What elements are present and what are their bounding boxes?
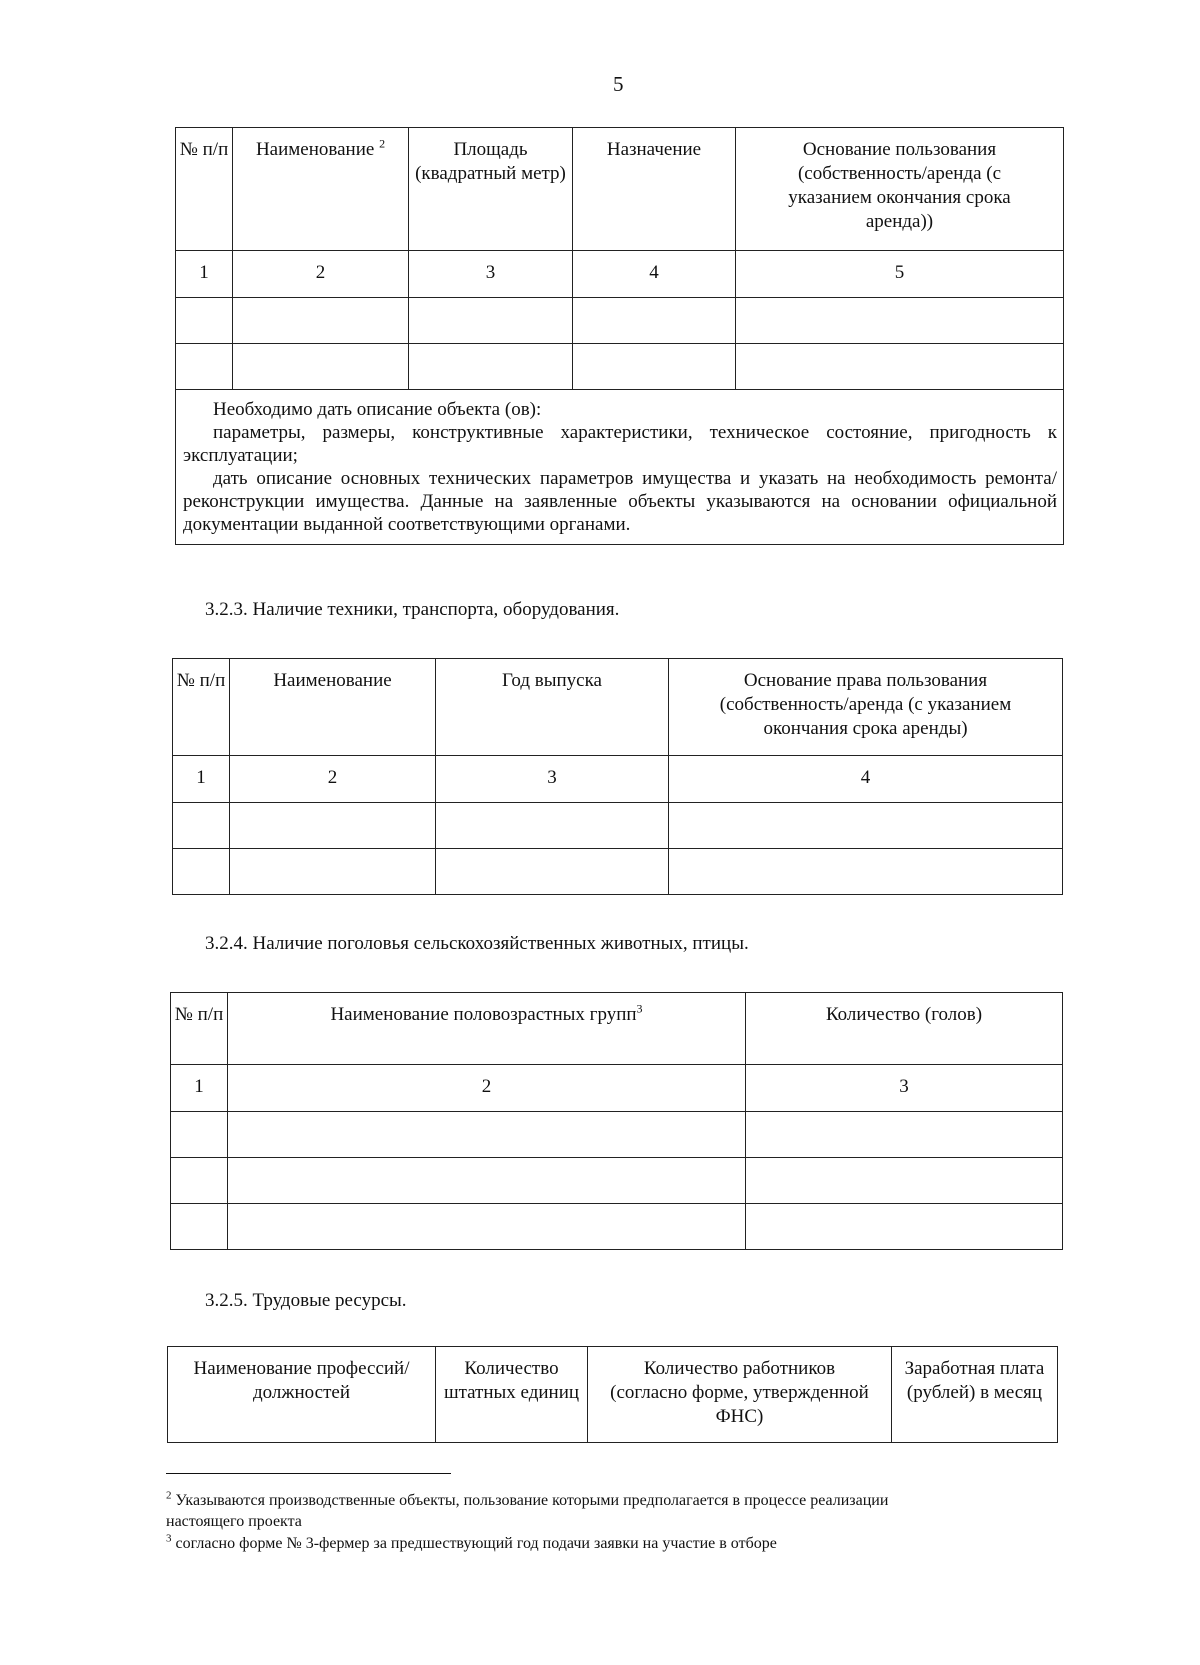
empty-cell[interactable]: [233, 344, 409, 390]
section-title-labor: 3.2.5. Трудовые ресурсы.: [205, 1290, 407, 1311]
empty-cell[interactable]: [171, 1204, 228, 1250]
header-groups: Наименование половозрастных групп$^3$: [228, 993, 746, 1065]
header-basis: Основание права пользования (собственность/аренда (с указанием окончания срока аренды): [669, 659, 1063, 756]
empty-cell[interactable]: [669, 849, 1063, 895]
section-title-equipment: 3.2.3. Наличие техники, транспорта, оборудования.: [205, 599, 620, 620]
livestock-table: [170, 992, 1063, 1250]
empty-cell[interactable]: [573, 298, 736, 344]
empty-cell[interactable]: [746, 1204, 1063, 1250]
empty-cell[interactable]: [746, 1112, 1063, 1158]
col-number-2: 2: [230, 756, 436, 803]
table-row: [173, 803, 1063, 849]
section-title-livestock: 3.2.4. Наличие поголовья сельскохозяйственных животных, птицы.: [205, 933, 749, 954]
premises-table: [175, 127, 1064, 545]
header-workers: Количество работников (согласно форме, утвержденной ФНС): [588, 1347, 892, 1443]
col-number-3: 3: [409, 251, 573, 298]
header-number: № п/п: [173, 659, 230, 756]
empty-cell[interactable]: [228, 1158, 746, 1204]
footnote-3: $^3$ согласно форме № 3-фермер за предшествующий год подачи заявки на участие в отборе: [166, 1532, 777, 1552]
empty-cell[interactable]: [233, 298, 409, 344]
header-number: № п/п: [176, 128, 233, 251]
header-year: Год выпуска: [436, 659, 669, 756]
col-number-1: 1: [176, 251, 233, 298]
empty-cell[interactable]: [230, 849, 436, 895]
empty-cell[interactable]: [171, 1158, 228, 1204]
col-number-4: 4: [573, 251, 736, 298]
table-row: [173, 849, 1063, 895]
empty-cell[interactable]: [228, 1204, 746, 1250]
labor-table: [167, 1346, 1058, 1443]
empty-cell[interactable]: [436, 849, 669, 895]
table-row: [176, 344, 1064, 390]
empty-cell[interactable]: [409, 344, 573, 390]
empty-cell[interactable]: [173, 803, 230, 849]
table-row: [171, 1204, 1063, 1250]
col-number-5: 5: [736, 251, 1064, 298]
col-number-1: 1: [171, 1065, 228, 1112]
header-purpose: Назначение: [573, 128, 736, 251]
col-number-1: 1: [173, 756, 230, 803]
empty-cell[interactable]: [173, 849, 230, 895]
header-count: Количество (голов): [746, 993, 1063, 1065]
table-row: [176, 298, 1064, 344]
col-number-3: 3: [436, 756, 669, 803]
col-number-3: 3: [746, 1065, 1063, 1112]
description-paragraph: параметры, размеры, конструктивные характеристики, техническое состояние, пригодность к эксплуатации;: [183, 422, 1057, 466]
header-name: Наименование $^2$: [233, 128, 409, 251]
empty-cell[interactable]: [176, 298, 233, 344]
empty-cell[interactable]: [736, 298, 1064, 344]
col-number-4: 4: [669, 756, 1063, 803]
header-name: Наименование: [230, 659, 436, 756]
empty-cell[interactable]: [436, 803, 669, 849]
header-salary: Заработная плата (рублей) в месяц: [892, 1347, 1058, 1443]
col-number-2: 2: [228, 1065, 746, 1112]
header-number: № п/п: [171, 993, 228, 1065]
empty-cell[interactable]: [573, 344, 736, 390]
equipment-table: [172, 658, 1063, 895]
empty-cell[interactable]: [736, 344, 1064, 390]
empty-cell[interactable]: [746, 1158, 1063, 1204]
header-basis: Основание пользования (собственность/аренда (с указанием окончания срока аренда)): [736, 128, 1064, 251]
header-staff-units: Количество штатных единиц: [436, 1347, 588, 1443]
footnote-separator: [166, 1473, 451, 1474]
footnote-2: $^2$ Указываются производственные объекты, пользование которыми предполагается в процессе реализации настоящего проекта: [166, 1489, 889, 1530]
empty-cell[interactable]: [669, 803, 1063, 849]
empty-cell[interactable]: [409, 298, 573, 344]
empty-cell[interactable]: [171, 1112, 228, 1158]
empty-cell[interactable]: [176, 344, 233, 390]
col-number-2: 2: [233, 251, 409, 298]
description-paragraph: Необходимо дать описание объекта (ов):: [213, 399, 542, 420]
empty-cell[interactable]: [230, 803, 436, 849]
table-row: [171, 1158, 1063, 1204]
empty-cell[interactable]: [228, 1112, 746, 1158]
description-paragraph: дать описание основных технических параметров имущества и указать на необходимость ремонта/реконструкции имущества. Данные на заявленные объекты указываются на основании официальной документации выданной соответствующими органами.: [183, 468, 1057, 535]
header-area: Площадь (квадратный метр): [409, 128, 573, 251]
table-row: [171, 1112, 1063, 1158]
header-profession: Наименование профессий/должностей: [168, 1347, 436, 1443]
premises-description: [176, 390, 1064, 545]
